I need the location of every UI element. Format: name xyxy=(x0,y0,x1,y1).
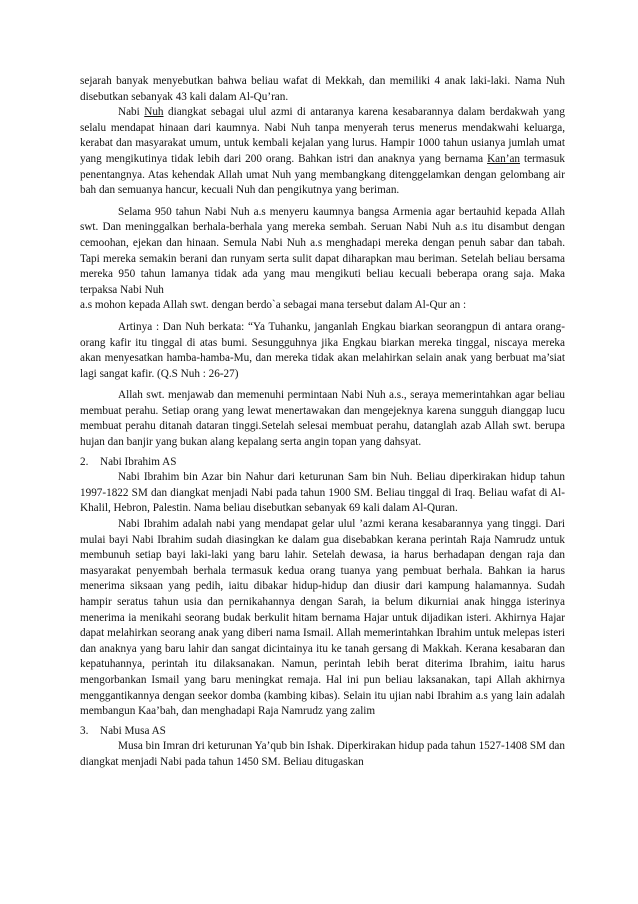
text-segment: diangkat sebagai ulul azmi di antaranya karena kesabarannya dalam berdakwah yang selalu mendapat hinaan dari kaumnya. Nabi Nuh tanpa menyerah terus menerus mendakwahi keluarga, kerabat dan masyarakat umum, untuk kembali kejalan yang lurus. Hampir 1000 tahun usianya jumlah umat yang mengikutinya tidak lebih dari 200 orang. Bahkan istri dan anaknya yang bernama xyxy=(80,106,565,165)
underlined-name-nuh: Nuh xyxy=(144,106,164,119)
paragraph-nuh-ulul-azmi xyxy=(80,105,565,199)
section-title: Nabi Musa AS xyxy=(100,724,166,737)
section-heading-ibrahim xyxy=(80,455,565,471)
section-title: Nabi Ibrahim AS xyxy=(100,455,177,468)
section-number: 2. xyxy=(80,455,89,468)
text-segment: Nabi xyxy=(118,106,145,119)
paragraph-quran-translation: Artinya : Dan Nuh berkata: “Ya Tuhanku, janganlah Engkau biarkan seorangpun di antara orang-orang kafir itu tinggal di atas bumi. Sesungguhnya jika Engkau biarkan mereka tinggal, niscaya mereka akan menyesatkan hamba-hamba-Mu, dan mereka tidak akan melahirkan selain anak yang berbuat ma’siat lagi sangat kafir. (Q.S Nuh : 26-27) xyxy=(80,320,565,380)
section-number: 3. xyxy=(80,724,89,737)
section-heading-musa xyxy=(80,724,565,740)
paragraph-ibrahim-bio: Nabi Ibrahim bin Azar bin Nahur dari keturunan Sam bin Nuh. Beliau diperkirakan hidup tahun 1997-1822 SM dan diangkat menjadi Nabi pada tahun 1900 SM. Beliau tinggal di Iraq. Beliau wafat di Al-Khalil, Hebron, Palestin. Nama beliau disebutkan sebanyak 69 kali dalam Al-Quran. xyxy=(80,471,565,515)
paragraph-nuh-intro: sejarah banyak menyebutkan bahwa beliau wafat di Mekkah, dan memiliki 4 anak laki-laki. Nama Nuh disebutkan sebanyak 43 kali dalam Al-Qu’ran. xyxy=(80,75,565,103)
underlined-name-kanan: Kan’an xyxy=(487,152,521,165)
text-segment: termasuk penentangnya. Atas kehendak Allah umat Nuh yang membangkang ditenggelamkan dengan gelombang air bah dan semuanya hancur, kecuali Nuh dan pengikutnya yang beriman. xyxy=(80,152,565,197)
paragraph-ibrahim-trials: Nabi Ibrahim adalah nabi yang mendapat gelar ulul ’azmi kerana kesabarannya yang tinggi. Dari mulai bayi Nabi Ibrahim sudah diasingkan ke dalam gua disebabkan kerana perintah Raja Namrudz untuk membunuh setiap bayi laki-laki yang baru lahir. Setelah dewasa, ia harus berhadapan dengan raja dan masyarakat penyembah berhala termasuk kedua orang tuanya yang pembuat berhala. Bahkan ia harus menerima siksaan yang pedih, iaitu dibakar hidup-hidup dan diusir dari kampung halamannya. Sudah hampir seratus tahun usia dan pernikahannya dengan Sarah, ia belum dikurniai anak hingga isterinya menerima ia menikahi seorang budak berkulit hitam bernama Hajar untuk dijadikan isteri. Akhirnya Hajar dapat melahirkan seorang anak yang diberi nama Ismail. Allah memerintahkan Ibrahim untuk melepas isteri dan anaknya yang baru lahir dan sangat dicintainya itu ke tanah gersang di Makkah. Kerana kesabaran dan kepatuhannya, perintah itu dilaksanakan. Namun, perintah lebih berat diterima Ibrahim, iaitu harus mengorbankan Ismail yang baru meningkat remaja. Hal ini pun beliau laksanakan, tapi Allah akhirnya menggantikannya dengan seekor domba (kambing kibas). Selain itu ujian nabi Ibrahim a.s yang lain adalah membangun Kaa’bah, dan menghadapi Raja Namrudz yang zalim xyxy=(80,518,565,718)
paragraph-nuh-prayer-intro: a.s mohon kepada Allah swt. dengan berdo`a sebagai mana tersebut dalam Al-Qur an : xyxy=(80,299,467,312)
paragraph-nuh-950-years: Selama 950 tahun Nabi Nuh a.s menyeru kaumnya bangsa Armenia agar bertauhid kepada Allah swt. Dan meninggalkan berhala-berhala yang mereka sembah. Seruan Nabi Nuh a.s itu disambut dengan cemoohan, ejekan dan hinaan. Semula Nabi Nuh a.s menghadapi mereka dengan penuh sabar dan tabah. Tapi mereka semakin berani dan runyam serta sulit dapat diharapkan mau beriman. Setelah beliau bersama mereka 950 tahun lamanya tidak ada yang mau mengikuti beliau kecuali beberapa orang saja. Maka terpaksa Nabi Nuh xyxy=(80,205,565,296)
paragraph-musa-bio: Musa bin Imran dri keturunan Ya’qub bin Ishak. Diperkirakan hidup pada tahun 1527-1408 SM dan diangkat menjadi Nabi pada tahun 1450 SM. Beliau ditugaskan xyxy=(80,740,565,768)
paragraph-nuh-ark: Allah swt. menjawab dan memenuhi permintaan Nabi Nuh a.s., seraya memerintahkan agar beliau membuat perahu. Setiap orang yang lewat menertawakan dan mengejeknya karena sungguh dianggap lucu membuat perahu ditanah dataran tinggi.Setelah selesai membuat perahu, datanglah azab Allah swt. berupa hujan dan banjir yang bukan alang kepalang serta angin topan yang dahsyat. xyxy=(80,389,565,449)
document-page xyxy=(80,74,565,771)
